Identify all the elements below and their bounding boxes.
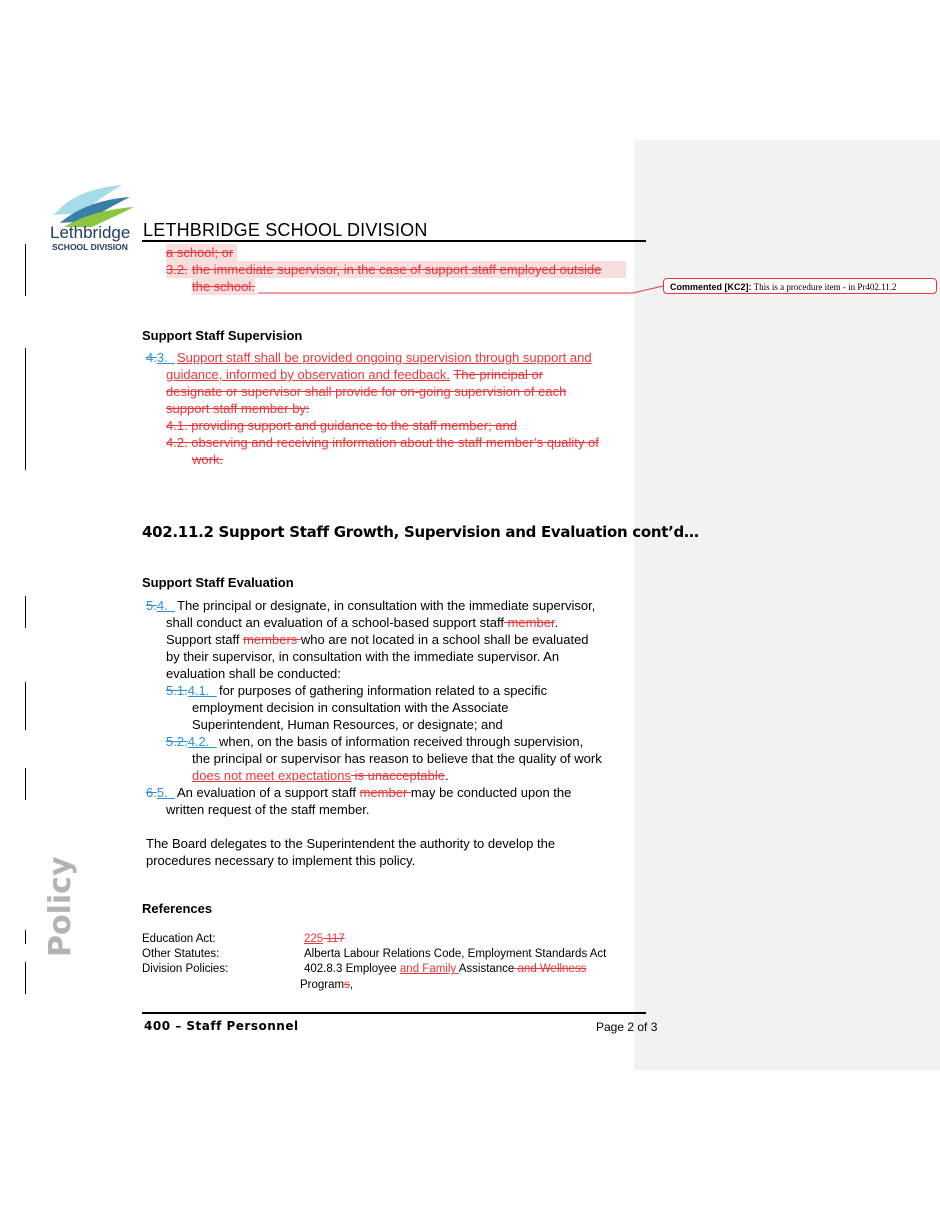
eval-item-5-number: 6.5. [146,785,168,800]
eval-text: when, on the basis of information received through supervision, [219,734,584,749]
eval-text: written request of the staff member. [166,802,370,817]
eval-text: by their supervisor, in consultation with the immediate supervisor. An [166,649,560,664]
ref-label: Division Policies: [142,963,229,975]
deleted-line: 4.1. providing support and guidance to the staff member; and [166,418,517,433]
ref-label: Education Act: [142,933,216,945]
change-bar [25,768,26,800]
ref-value: Alberta Labour Relations Code, Employment Standards Act [304,948,607,960]
supervision-heading: Support Staff Supervision [142,328,303,343]
deleted-line: the school. [192,279,255,294]
footer-left: 400 – Staff Personnel [144,1019,299,1033]
evaluation-heading: Support Staff Evaluation [142,575,294,590]
eval-text: Support staff members who are not located in a school shall be evaluated [166,632,589,647]
change-bar [25,348,26,470]
comment-text: This is a procedure item - in Pr402.11.2 [753,282,897,292]
ref-value: 402.8.3 Employee and Family Assistance and Wellness [304,963,587,975]
change-bar [25,962,26,994]
division-logo [48,183,138,253]
section-title: 402.11.2 Support Staff Growth, Supervision and Evaluation cont’d… [142,523,699,541]
change-bar [25,930,26,944]
ref-value: 225 117 [304,933,345,945]
change-bar [25,682,26,730]
eval-text: does not meet expectations is unacceptable. [192,768,449,783]
comment-label: Commented [KC2]: [670,282,752,292]
deleted-item-3-2: 3.2. the immediate supervisor, in the case of support staff employed outside [166,261,626,278]
eval-text: Superintendent, Human Resources, or designate; and [192,717,503,732]
eval-text: evaluation shall be conducted: [166,666,341,681]
eval-text: shall conduct an evaluation of a school-based support staff member. [166,615,559,630]
comment-balloon[interactable] [663,278,937,294]
eval-text: for purposes of gathering information related to a specific [219,683,548,698]
inserted-line: guidance, informed by observation and feedback. The principal or [166,367,544,382]
eval-item-4-1-number: 5.1.4.1. [166,683,210,698]
logo-graphic [48,183,138,228]
change-bar [25,244,26,296]
deleted-line: designate or supervisor shall provide for on-going supervision of each [166,384,567,399]
deleted-line: support staff member by: [166,401,310,416]
deleted-line: a school; or [166,244,237,261]
board-text: The Board delegates to the Superintendent the authority to develop the [146,836,556,851]
ref-label: Other Statutes: [142,948,220,960]
eval-text: employment decision in consultation with the Associate [192,700,509,715]
comment-connector [258,282,668,296]
deleted-line: 4.2. observing and receiving information about the staff member’s quality of [166,435,599,450]
deleted-line: work. [192,452,224,467]
eval-text: An evaluation of a support staff member may be conducted upon the [177,785,572,800]
logo-sub: SCHOOL DIVISION [52,242,128,252]
ref-value-continued: Programs, [300,979,354,991]
eval-item-4-2-number: 5.2.4.2. [166,734,210,749]
footer-rule [142,1012,646,1014]
change-bar [25,596,26,628]
references-heading: References [142,901,213,916]
inserted-line: Support staff shall be provided ongoing supervision through support and [177,350,592,365]
eval-text: The principal or designate, in consultation with the immediate supervisor, [177,598,596,613]
supervision-item: 4.3. [146,350,168,365]
policy-side-tab: Policy [43,856,78,957]
logo-word: Lethbridge [50,223,131,242]
eval-item-4-number: 5.4. [146,598,168,613]
header-title: LETHBRIDGE SCHOOL DIVISION [143,220,428,240]
header-rule [142,240,646,242]
eval-text: the principal or supervisor has reason to believe that the quality of work [192,751,602,766]
board-text: procedures necessary to implement this policy. [146,853,416,868]
footer-page-number: Page 2 of 3 [596,1020,658,1034]
